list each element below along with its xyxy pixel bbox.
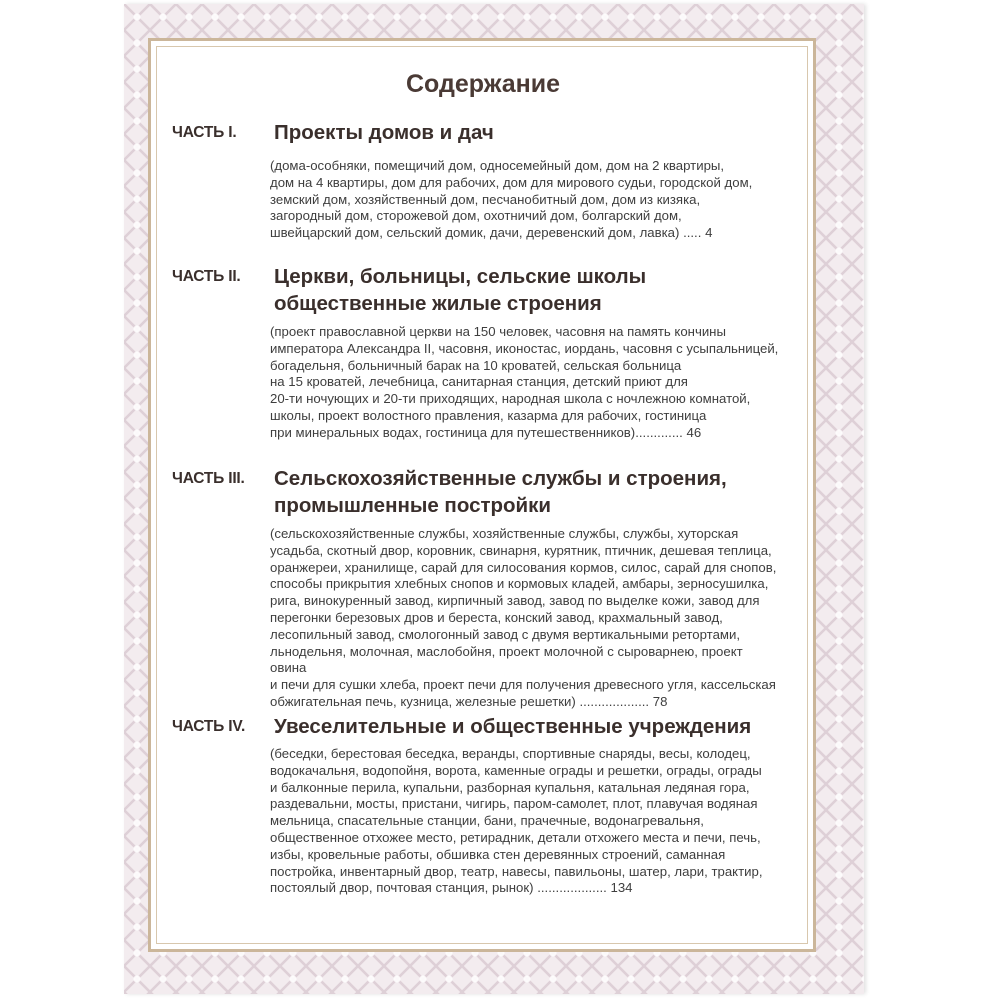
dot-leader: .....	[679, 225, 706, 241]
page-number: 4	[705, 225, 713, 241]
part-title: Сельскохозяйственные службы и строения, промышленные постройки	[274, 467, 727, 517]
part-description	[270, 324, 780, 442]
part-description	[270, 746, 780, 897]
description-text: (проект православной церкви на 150 человек, часовня на память кончины императора Александра II, часовня, иконостас, иордань, часовня с усыпальницей, богадельня, больничный барак на 10 кроватей, сельская больница на 15 кроватей, лечебница, санитарная станция, детский приют для 20-ти ночующих и 20-ти приходящих, народная школа с ночлежною комнатой, школы, проект волостного правления, казарма для рабочих, гостиница при минеральных водах, гостиница для путешественников)	[270, 324, 779, 440]
part-label: ЧАСТЬ II.	[172, 268, 241, 285]
dot-leader: .............	[635, 424, 687, 440]
part-title: Проекты домов и дач	[274, 121, 494, 144]
part-title: Увеселительные и общественные учреждения	[274, 715, 752, 738]
part-title: Церкви, больницы, сельские школы общественные жилые строения	[274, 265, 647, 315]
part-label: ЧАСТЬ III.	[172, 470, 245, 487]
part-description	[270, 526, 780, 711]
part-description	[270, 158, 780, 242]
part-label: ЧАСТЬ IV.	[172, 718, 246, 735]
description-text: (беседки, берестовая беседка, веранды, спортивные снаряды, весы, колодец, водокачальня, водопойня, ворота, каменные ограды и решетки, ограды, ограды и балконные перила, купальни, разборная купальня, катальная ледяная гора, раздевальни, мосты, пристани, чигирь, паром-самолет, плот, плавучая водяная мельница, спасательные станции, бани, прачечные, водонагревальня, общественное отхожее место, ретирадник, детали отхожего места и печи, печь, избы, кровельные работы, обшивка стен деревянных строений, саманная постройка, инвентарный двор, театр, навесы, павильоны, шатер, лари, трактир, постоялый двор, почтовая станция, рынок)	[270, 746, 763, 896]
part-label: ЧАСТЬ I.	[172, 124, 237, 141]
dot-leader: ...................	[533, 880, 611, 896]
description-text: (сельскохозяйственные службы, хозяйственные службы, службы, хуторская усадьба, скотный двор, коровник, свинарня, курятник, птичник, дешевая теплица, оранжереи, хранилище, сарай для силосования кормов, силос, сарай для снопов, способы прикрытия хлебных снопов и кормовых кладей, амбары, зерносушилка, рига, винокуренный завод, кирпичный завод, завод по выделке кожи, завод для перегонки березовых дров и береста, конский завод, крахмальный завод, лесопильный завод, смологонный завод с двумя вертикальными ретортами, льнодельня, молочная, маслобойня, проект молочной с сыроварнею, проект овина и печи для сушки хлеба, проект печи для получения древесного угля, кассельская обжигательная печь, кузница, железные решетки)	[270, 526, 777, 709]
description-text: (дома-особняки, помещичий дом, односемейный дом, дом на 2 квартиры, дом на 4 квартиры, дом для рабочих, дом для мирового судьи, городской дом, земский дом, хозяйственный дом, песчанобитный дом, дом из кизяка, загородный дом, сторожевой дом, охотничий дом, болгарский дом, швейцарский дом, сельский домик, дачи, деревенский дом, лавка)	[270, 158, 753, 241]
dot-leader: ...................	[575, 693, 653, 709]
page-number: 78	[652, 693, 668, 709]
page-title: Содержание	[405, 70, 561, 98]
page-number: 46	[686, 424, 702, 440]
page-number: 134	[610, 880, 633, 896]
